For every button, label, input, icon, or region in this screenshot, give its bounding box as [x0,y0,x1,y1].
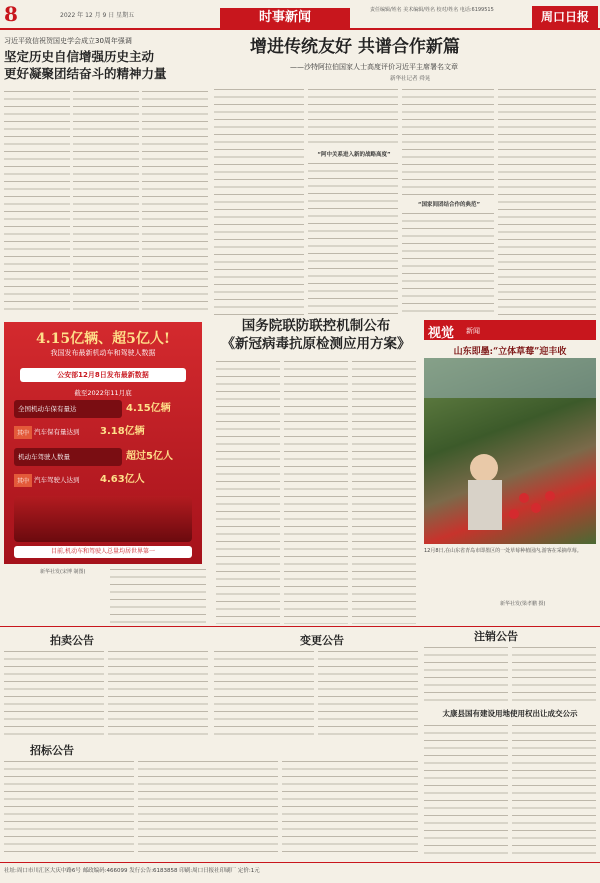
lead-story-subtitle: ——沙特阿拉伯国家人士高度评价习近平主席署名文章 [290,63,458,71]
bid-notice-body-1 [4,758,134,858]
left-story-title-2: 更好凝聚团结奋斗的精神力量 [4,66,167,81]
stat-row-3-value: 超过5亿人 [126,451,173,462]
left-story-title-1: 坚定历史自信增强历史主动 [4,49,155,64]
footer-text: 社址:周口市川汇区大庆中路6号 邮政编码:466099 发行公告:6183858 印刷:周口日报社印刷厂 定价:1元 [4,868,260,874]
infographic-banner: 公安部12月8日发布最新数据 [20,368,186,382]
cancel-notice-title: 注销公告 [474,630,518,643]
lead-story-subhead-1: “阿中关系进入新的战略高度” [317,152,391,158]
land-notice-body-2 [512,722,596,858]
lead-story-body-col1 [214,86,304,316]
covid-story-body-col1 [216,358,280,624]
infographic-title: 4.15亿辆、超5亿人! [36,331,170,347]
land-notice-body-1 [424,722,508,858]
covid-story-body-col2 [284,358,348,624]
bid-notice-body-2 [138,758,278,858]
visual-title: 山东即墨:“立体草莓”迎丰收 [453,347,567,357]
stat-row-4-value: 4.63亿人 [100,474,145,485]
cancel-notice-body-2 [512,644,596,704]
notices-divider [0,626,600,627]
left-story-body-col2 [73,88,139,316]
infographic-credit: 新华社发(宋博 制图) [40,569,86,575]
auction-notice-title: 拍卖公告 [50,634,94,647]
stat-row-4-label: 汽车驾驶人达到 [34,476,80,484]
covid-story-title-1: 国务院联防联控机制公布 [241,318,391,334]
visual-sublabel: 新闻 [466,327,480,335]
stat-row-2-value: 3.18亿辆 [100,426,145,437]
stat-row-2-tag: 其中 [14,426,32,439]
stat-row-4-tag: 其中 [14,474,32,487]
visual-label: 视觉 [428,326,455,341]
strawberry-photo [424,358,596,544]
land-notice-title: 太康县国有建设用地使用权出让成交公示 [442,709,578,718]
lead-story-body-col4 [498,86,596,316]
covid-story-title-2: 《新冠病毒抗原检测应用方案》 [221,336,411,352]
stat-row-2-label: 汽车保有量达到 [34,428,80,436]
left-story-kicker: 习近平致信祝贺国史学会成立30周年强调 [4,37,132,45]
bid-notice-title: 招标公告 [30,744,74,757]
cancel-notice-body-1 [424,644,508,704]
stat-row-1-label: 全国机动车保有量达 [14,400,122,418]
auction-notice-body-1 [4,648,104,738]
stat-row-1-value: 4.15亿辆 [126,403,171,414]
footer-divider [0,862,600,863]
infographic-footer: 目前,机动车和驾驶人总量均居世界第一 [14,546,192,558]
left-story-body-col3 [142,88,208,316]
editor-credits: 责任编辑/姓名 美术编辑/姓名 校对/姓名 电话:6199515 [370,7,494,13]
lead-story-body-col3b [402,210,494,316]
newspaper-logo: 周口日报 [532,6,598,28]
visual-credit: 新华社发(梁孝鹏 摄) [500,601,546,607]
lead-story-title: 增进传统友好 共谱合作新篇 [250,37,460,57]
change-notice-body-2 [318,648,418,738]
infographic-subtitle: 我国发布最新机动车和驾驶人数据 [50,349,156,357]
page-number: 8 [4,2,18,26]
section-title: 时事新闻 [220,8,350,28]
issue-date: 2022 年 12 月 9 日 星期五 [60,12,135,19]
lead-story-subhead-2: “国家间团结合作的典范” [417,202,481,208]
lead-story-body-col2b [308,160,398,316]
photo-illustration [424,358,596,544]
left-mid-body [110,566,206,624]
infographic-date-note: 截至2022年11月底 [74,389,132,397]
auction-notice-body-2 [108,648,208,738]
lead-story-body-col2a [308,86,398,146]
left-story-body-col1 [4,88,70,316]
lead-story-byline: 新华社记者 舜晃 [390,76,431,82]
lead-story-body-col3a [402,86,494,196]
change-notice-title: 变更公告 [300,634,344,647]
cars-illustration [14,496,192,542]
bid-notice-body-3 [282,758,418,858]
stat-row-3-label: 机动车驾驶人数量 [14,448,122,466]
change-notice-body-1 [214,648,314,738]
covid-story-body-col3 [352,358,416,624]
visual-caption: 12月8日,在山东省青岛市即墨区的一处草莓种植园内,游客在采摘草莓。 [424,548,582,554]
